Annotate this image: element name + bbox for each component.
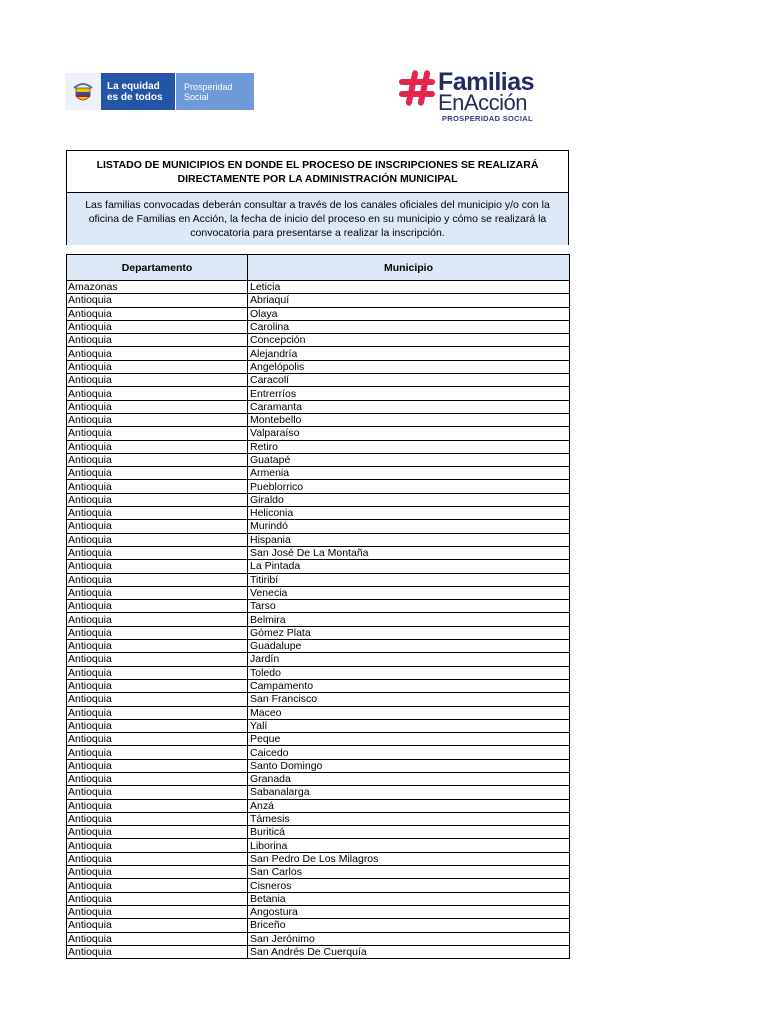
cell-municipio: Tarso [248,600,570,613]
table-row [67,413,570,426]
table-row [67,281,570,294]
notice-title-line1: LISTADO DE MUNICIPIOS EN DONDE EL PROCESO DE INSCRIPCIONES SE REALIZARÁ [96,158,539,171]
gov-slogan-line1: La equidad [107,80,160,92]
table-row [67,852,570,865]
cell-departamento: Antioquia [67,932,248,945]
gov-slogan [101,73,175,110]
cell-departamento: Antioquia [67,413,248,426]
table-row [67,786,570,799]
cell-departamento: Antioquia [67,866,248,879]
table-row [67,626,570,639]
cell-departamento: Antioquia [67,826,248,839]
cell-departamento: Antioquia [67,719,248,732]
cell-municipio: Concepción [248,334,570,347]
gov-entity-line1: Prosperidad [184,81,233,92]
cell-municipio: Carolina [248,320,570,333]
cell-departamento: Antioquia [67,546,248,559]
cell-municipio: Angelópolis [248,360,570,373]
column-header-municipio: Municipio [248,255,570,281]
table-row [67,320,570,333]
table-row [67,613,570,626]
cell-departamento: Amazonas [67,281,248,294]
cell-departamento: Antioquia [67,360,248,373]
table-row [67,866,570,879]
table-row [67,467,570,480]
table-row [67,440,570,453]
cell-departamento: Antioquia [67,507,248,520]
cell-municipio: Murindó [248,520,570,533]
table-row [67,640,570,653]
cell-departamento: Antioquia [67,799,248,812]
cell-departamento: Antioquia [67,812,248,825]
table-row [67,374,570,387]
cell-departamento: Antioquia [67,679,248,692]
cell-departamento: Antioquia [67,453,248,466]
familias-logo-line3: PROSPERIDAD SOCIAL [442,114,533,123]
cell-departamento: Antioquia [67,892,248,905]
cell-municipio: San José De La Montaña [248,546,570,559]
cell-departamento: Antioquia [67,334,248,347]
table-row [67,812,570,825]
gov-entity [175,73,254,110]
cell-departamento: Antioquia [67,347,248,360]
cell-municipio: Sabanalarga [248,786,570,799]
cell-departamento: Antioquia [67,733,248,746]
cell-departamento: Antioquia [67,905,248,918]
cell-departamento: Antioquia [67,919,248,932]
cell-departamento: Antioquia [67,786,248,799]
table-row [67,666,570,679]
cell-departamento: Antioquia [67,480,248,493]
table-row [67,307,570,320]
gov-slogan-line2: es de todos [107,91,163,103]
cell-municipio: Olaya [248,307,570,320]
table-row [67,347,570,360]
table-row [67,679,570,692]
cell-municipio: Hispania [248,533,570,546]
cell-departamento: Antioquia [67,400,248,413]
cell-municipio: Guatapé [248,453,570,466]
table-row [67,546,570,559]
cell-municipio: Gómez Plata [248,626,570,639]
cell-departamento: Antioquia [67,573,248,586]
cell-municipio: Caicedo [248,746,570,759]
cell-municipio: Pueblorrico [248,480,570,493]
notice-desc-line2: oficina de Familias en Acción, la fecha de inicio del proceso en su municipio y cómo se realizará la [88,213,547,225]
notice-box [66,150,569,245]
cell-municipio: Abriaquí [248,294,570,307]
cell-municipio: Venecia [248,586,570,599]
cell-municipio: Campamento [248,679,570,692]
cell-municipio: Betania [248,892,570,905]
cell-municipio: Caracolí [248,374,570,387]
table-row [67,493,570,506]
cell-municipio: Giraldo [248,493,570,506]
cell-departamento: Antioquia [67,626,248,639]
cell-municipio: Titiribí [248,573,570,586]
cell-municipio: Armenia [248,467,570,480]
cell-municipio: San Francisco [248,693,570,706]
table-row [67,826,570,839]
cell-municipio: San Jerónimo [248,932,570,945]
cell-departamento: Antioquia [67,467,248,480]
cell-departamento: Antioquia [67,653,248,666]
table-row [67,919,570,932]
table-row [67,706,570,719]
cell-departamento: Antioquia [67,613,248,626]
cell-municipio: Toledo [248,666,570,679]
cell-municipio: Angostura [248,905,570,918]
notice-title [67,151,568,193]
notice-desc-line1: Las familias convocadas deberán consultar a través de los canales oficiales del municipio y/o con la [85,199,550,211]
cell-departamento: Antioquia [67,520,248,533]
table-row [67,759,570,772]
cell-municipio: Támesis [248,812,570,825]
notice-description [67,193,568,245]
cell-municipio: Leticia [248,281,570,294]
municipalities-table [66,254,570,959]
familias-logo-line2: EnAcción [438,90,527,115]
table-row [67,480,570,493]
table-row [67,719,570,732]
table-row [67,294,570,307]
cell-departamento: Antioquia [67,759,248,772]
cell-departamento: Antioquia [67,320,248,333]
cell-departamento: Antioquia [67,640,248,653]
table-row [67,733,570,746]
cell-departamento: Antioquia [67,666,248,679]
cell-municipio: Granada [248,772,570,785]
cell-municipio: San Pedro De Los Milagros [248,852,570,865]
gov-entity-line2: Social [184,91,209,102]
table-row [67,520,570,533]
table-row [67,839,570,852]
cell-municipio: Buriticá [248,826,570,839]
cell-municipio: Peque [248,733,570,746]
cell-departamento: Antioquia [67,746,248,759]
cell-municipio: San Andrés De Cuerquía [248,945,570,958]
cell-municipio: Santo Domingo [248,759,570,772]
table-row [67,892,570,905]
cell-municipio: Guadalupe [248,640,570,653]
cell-municipio: Belmira [248,613,570,626]
table-row [67,400,570,413]
column-header-departamento: Departamento [67,255,248,281]
cell-municipio: Montebello [248,413,570,426]
table-row [67,799,570,812]
cell-municipio: Entrerríos [248,387,570,400]
cell-municipio: Heliconia [248,507,570,520]
cell-municipio: Briceño [248,919,570,932]
table-row [67,453,570,466]
cell-municipio: Cisneros [248,879,570,892]
table-row [67,334,570,347]
cell-municipio: San Carlos [248,866,570,879]
table-header-row [67,255,570,281]
cell-municipio: Valparaíso [248,427,570,440]
cell-municipio: Anzá [248,799,570,812]
table-row [67,586,570,599]
table-row [67,905,570,918]
cell-departamento: Antioquia [67,307,248,320]
table-row [67,945,570,958]
cell-municipio: Liborina [248,839,570,852]
cell-departamento: Antioquia [67,772,248,785]
cell-departamento: Antioquia [67,706,248,719]
table-row [67,387,570,400]
cell-municipio: Jardín [248,653,570,666]
cell-departamento: Antioquia [67,387,248,400]
notice-desc-line3: convocatoria para presentarse a realizar la inscripción. [190,227,445,239]
table-row [67,427,570,440]
cell-departamento: Antioquia [67,945,248,958]
cell-municipio: Yalí [248,719,570,732]
cell-departamento: Antioquia [67,879,248,892]
familias-logo [396,66,556,126]
hashtag-icon [396,66,440,110]
table-row [67,600,570,613]
cell-departamento: Antioquia [67,440,248,453]
table-row [67,573,570,586]
table-row [67,772,570,785]
cell-municipio: Retiro [248,440,570,453]
cell-departamento: Antioquia [67,586,248,599]
cell-municipio: Caramanta [248,400,570,413]
colombia-shield-icon [65,73,101,110]
cell-municipio: La Pintada [248,560,570,573]
cell-departamento: Antioquia [67,560,248,573]
table-row [67,879,570,892]
cell-departamento: Antioquia [67,493,248,506]
cell-departamento: Antioquia [67,374,248,387]
cell-municipio: Alejandría [248,347,570,360]
table-row [67,653,570,666]
table-row [67,746,570,759]
table-row [67,932,570,945]
cell-departamento: Antioquia [67,852,248,865]
gov-logo [65,73,254,110]
cell-municipio: Maceo [248,706,570,719]
cell-departamento: Antioquia [67,600,248,613]
cell-departamento: Antioquia [67,533,248,546]
table-row [67,507,570,520]
notice-title-line2: DIRECTAMENTE POR LA ADMINISTRACIÓN MUNICIPAL [177,172,458,185]
cell-departamento: Antioquia [67,839,248,852]
table-row [67,693,570,706]
familias-logo-line1: Familias [438,68,535,96]
table-row [67,360,570,373]
table-row [67,560,570,573]
cell-departamento: Antioquia [67,693,248,706]
cell-departamento: Antioquia [67,427,248,440]
table-row [67,533,570,546]
cell-departamento: Antioquia [67,294,248,307]
table-body [67,281,570,959]
